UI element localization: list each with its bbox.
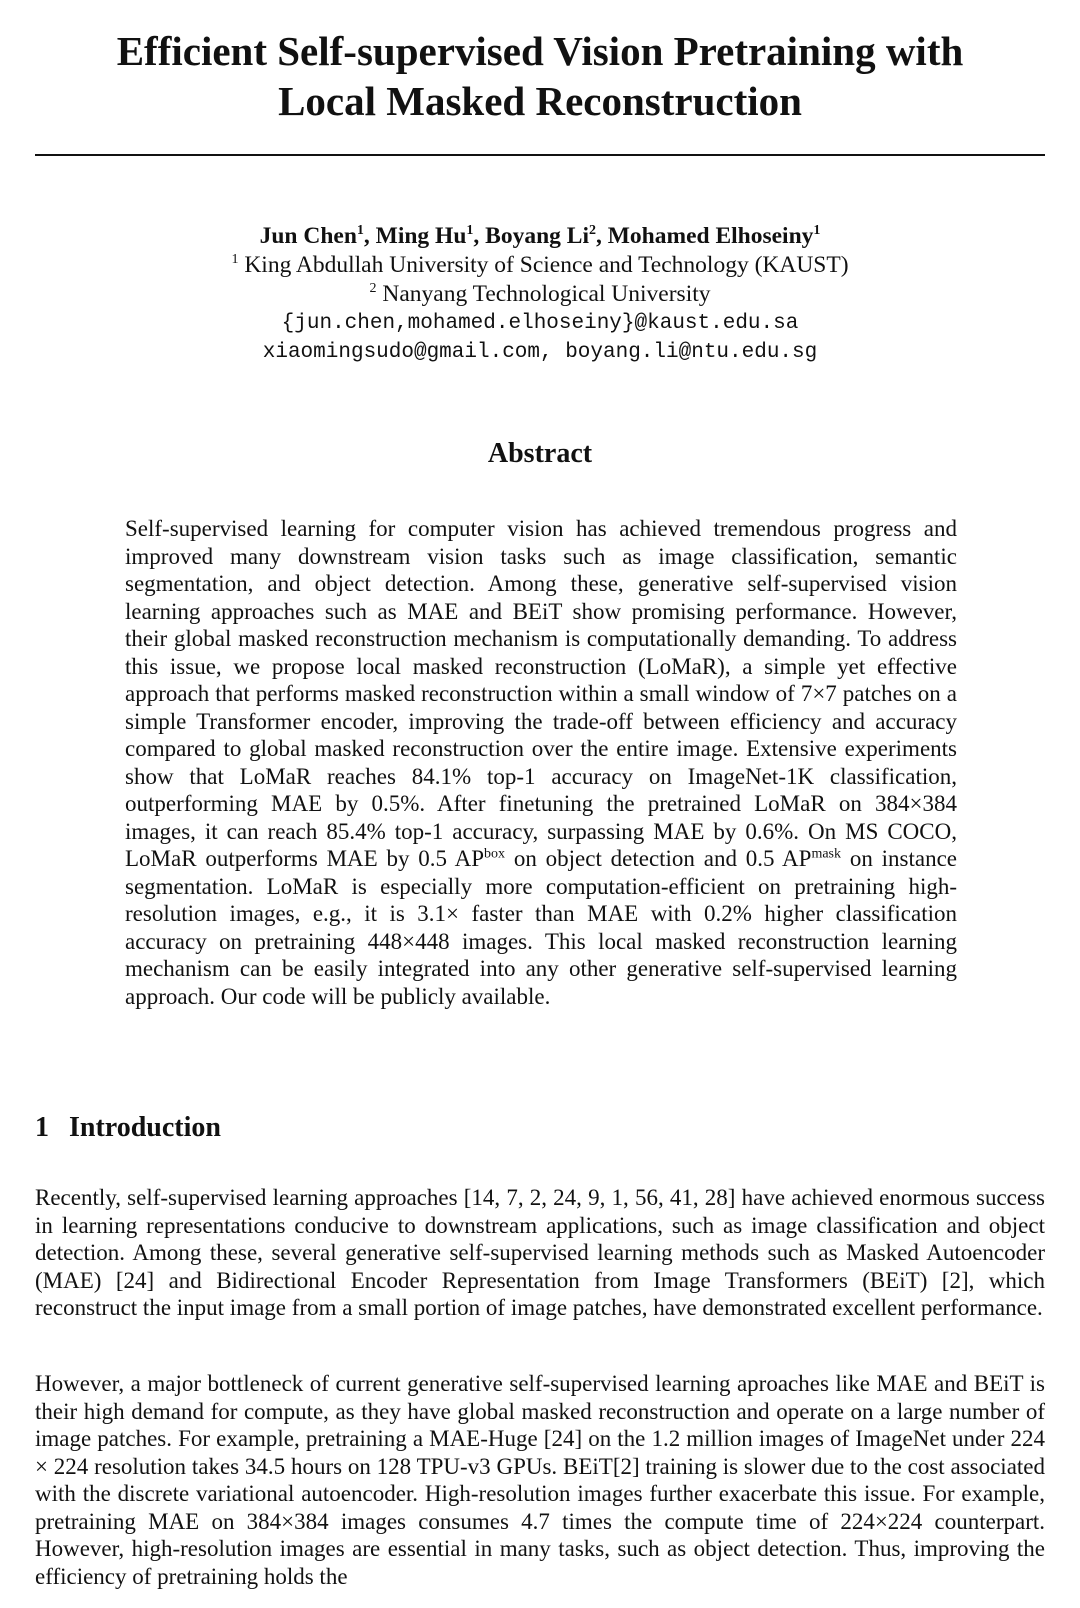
intro-paragraph-1: Recently, self-supervised learning approaches [14, 7, 2, 24, 9, 1, 56, 41, 28] have achieved enormous success in learning representations conducive to downstream applications, such as image classification and object detection. Among these, several generative self-supervised learning methods such as Masked Autoencoder (MAE) [24] and Bidirectional Encoder Representation from Image Transformers (BEiT) [2], which reconstruct the input image from a small portion of image patches, have demonstrated excellent performance. <box>35 1185 1045 1320</box>
title-rule <box>35 154 1045 156</box>
ap-mask-superscript: mask <box>811 846 842 862</box>
author-emails-2: xiaomingsudo@gmail.com, boyang.li@ntu.edu.sg <box>262 341 818 364</box>
paper-title-line2: Local Masked Reconstruction <box>278 78 802 124</box>
affiliation-1: $^1$ King Abdullah University of Science and Technology (KAUST) <box>231 252 849 278</box>
section-title: Introduction <box>69 1112 221 1143</box>
intro-paragraph-2: However, a major bottleneck of current generative self-supervised learning aproaches like MAE and BEiT is their high demand for compute, as they have global masked reconstruction and operate on a large number of image patches. For example, pretraining a MAE-Huge [24] on the 1.2 million images of ImageNet under 224 × 224 resolution takes 34.5 hours on 128 TPU-v3 GPUs. BEiT[2] training is slower due to the cost associated with the discrete variational autoencoder. High-resolution images further exacerbate this issue. For example, pretraining MAE on 384×384 images consumes 4.7 times the compute time of 224×224 counterpart. However, high-resolution images are essential in many tasks, such as object detection. Thus, improving the efficiency of pretraining holds the <box>35 1371 1045 1589</box>
author-affiliation-mark: 1 <box>356 223 364 239</box>
author-emails-1: {jun.chen,mohamed.elhoseiny}@kaust.edu.sa <box>281 312 799 335</box>
paper-title <box>40 26 1040 126</box>
abstract-heading: Abstract <box>487 438 593 469</box>
author-name: Jun Chen <box>259 223 357 249</box>
author-name: Boyang Li <box>485 223 589 249</box>
abstract-body: Self-supervised learning for computer vision has achieved tremendous progress and improved many downstream vision tasks such as image classification, semantic segmentation, and object detection. Among these, generative self-supervised vision learning approaches such as MAE and BEiT show promising performance. However, their global masked reconstruction mechanism is computationally demanding. To address this issue, we propose local masked reconstruction (LoMaR), a simple yet effective approach that performs masked reconstruction within a small window of 7×7 patches on a simple Transformer encoder, improving the trade-off between efficiency and accuracy compared to global masked reconstruction over the entire image. Extensive experiments show that LoMaR reaches 84.1% top-1 accuracy on ImageNet-1K classification, outperforming MAE by 0.5%. After finetuning the pretrained LoMaR on 384×384 images, it can reach 85.4% top-1 accuracy, surpassing MAE by 0.6%. On MS COCO, LoMaR outperforms MAE by 0.5 $AP^{box}$ on object detection and 0.5 $AP^{mask}$ on instance segmentation. LoMaR is especially more computation-efficient on pretraining high-resolution images, e.g., it is 3.1× faster than MAE with 0.2% higher classification accuracy on pretraining 448×448 images. This local masked reconstruction learning mechanism can be easily integrated into any other generative self-supervised learning approach. Our code will be publicly available. <box>125 516 957 1009</box>
author-affiliation-mark: 2 <box>589 223 596 239</box>
paper-title-line1: Efficient Self-supervised Vision Pretraining with <box>116 28 964 74</box>
author-name: Mohamed Elhoseiny <box>607 223 814 249</box>
ap-box-superscript: box <box>484 846 506 862</box>
author-names: Jun Chen$^1$, Ming Hu$^1$, Boyang Li$^2$, Mohamed Elhoseiny$^1$ <box>259 223 821 249</box>
author-block <box>40 222 1040 367</box>
section-heading-introduction <box>35 1112 221 1144</box>
affiliation-2: $^2$ Nanyang Technological University <box>369 281 711 307</box>
author-name: Ming Hu <box>375 223 467 249</box>
author-affiliation-mark: 1 <box>813 223 821 239</box>
section-number: 1 <box>35 1112 49 1143</box>
author-affiliation-mark: 1 <box>466 223 474 239</box>
